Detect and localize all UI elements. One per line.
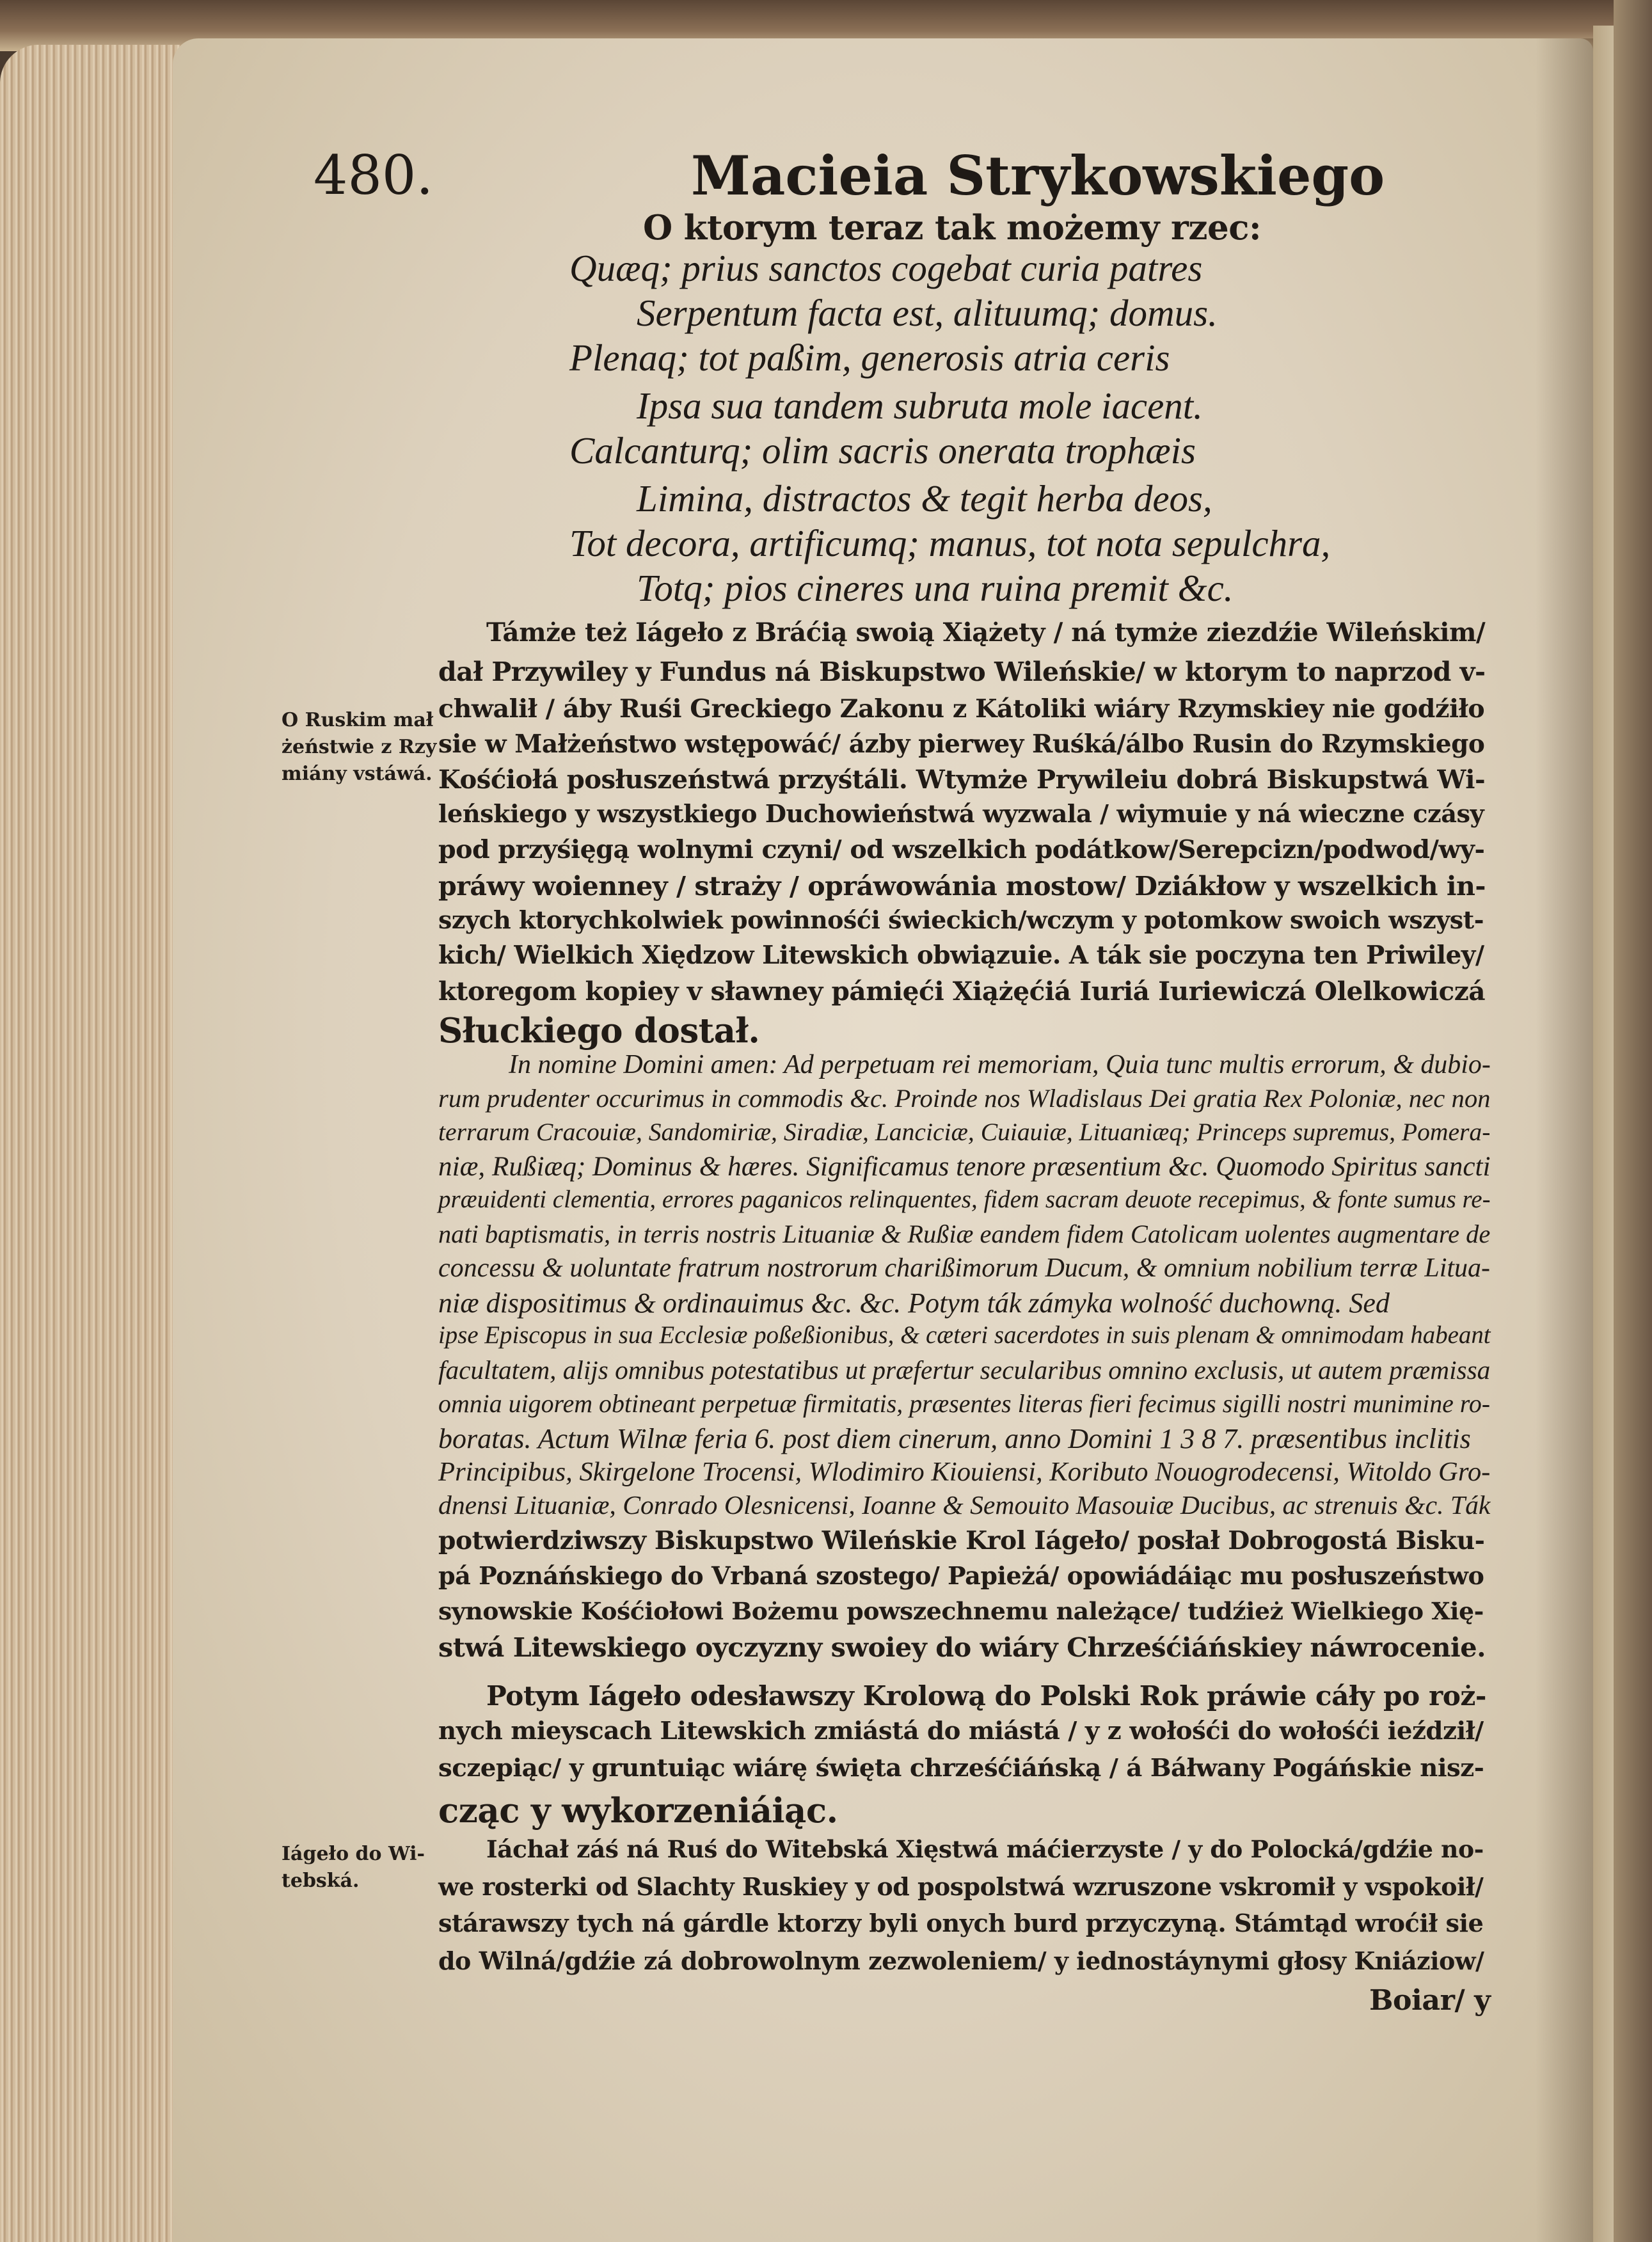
latin-line: dnensi Lituaniæ, Conrado Olesnicensi, Ioanne & Semouito Masouiæ Ducibus, ac strenuis &c. Ták [438, 1491, 1491, 1520]
text-line: cząc y wykorzeniáiąc. [438, 1791, 838, 1831]
text-line: chwalił / áby Ruśi Greckiego Zakonu z Kátoliki wiáry Rzymskiey nie godźiło [438, 694, 1485, 724]
text-line: Potym Iágeło odesławszy Krolową do Polski Rok práwie cáły po roż- [486, 1680, 1486, 1712]
latin-line: Principibus, Skirgelone Trocensi, Wlodimiro Kiouiensi, Koributo Nouogrodecensi, Witoldo Gro- [438, 1457, 1491, 1487]
text-line: synowskie Kośćiołowi Bożemu powszechnemu należące/ tudźież Wielkiego Xię- [438, 1596, 1484, 1625]
text-line: szych ktorychkolwiek powinnośći świeckich/wczym y potomkow swoich wszyst- [438, 905, 1484, 934]
text-line: Támże też Iágeło z Bráćią swoią Xiążety / ná tymże ziezdźie Wileńskim/ [486, 617, 1486, 648]
margin-note-line: Iágeło do Wi- [282, 1843, 425, 1865]
running-head: Macieia Strykowskiego [691, 144, 1385, 207]
latin-line: præuidenti clementia, errores paganicos relinquentes, fidem sacram deuote recepimus, & fonte sumus re- [438, 1186, 1491, 1213]
latin-line: niæ dispositimus & ordinauimus &c. &c. Potym ták zámyka wolność duchowną. Sed [438, 1287, 1390, 1319]
text-line: Słuckiego dostał. [438, 1011, 760, 1051]
latin-line: ipse Episcopus in sua Ecclesiæ poßeßionibus, & cæteri sacerdotes in suis plenam & omnimodam habeant [438, 1321, 1491, 1349]
text-line: leńskiego y wszystkiego Duchowieństwá wyzwala / wiymuie y ná wieczne czásy [438, 800, 1484, 829]
margin-note-line: tebská. [282, 1870, 360, 1892]
text-line: potwierdziwszy Biskupstwo Wileńskie Krol Iágeło/ posłał Dobrogostá Bisku- [438, 1526, 1485, 1555]
text-line: do Wilná/gdźie zá dobrowolnym zezwoleniem/ y iednostáynymi głosy Kniáziow/ [438, 1946, 1484, 1975]
latin-line: niæ, Rußiæq; Dominus & hæres. Significamus tenore præsentium &c. Quomodo Spiritus sancti [438, 1152, 1491, 1182]
text-line: práwy woienney / straży / opráwowánia mostow/ Dziákłow y wszelkich in- [438, 870, 1486, 902]
verse-line: Plenaq; tot paßim, generosis atria ceris [569, 337, 1170, 379]
text-line: stwá Litewskiego oyczyzny swoiey do wiáry Chrześćiáńskiey náwrocenie. [438, 1632, 1486, 1663]
text-line: O ktorym teraz tak możemy rzec: [643, 208, 1262, 248]
text-line: dał Przywiley y Fundus ná Biskupstwo Wileńskie/ w ktorym to naprzod v- [438, 656, 1486, 687]
latin-line: facultatem, alijs omnibus potestatibus ut præfertur secularibus omnino exclusis, ut autem præmissa [438, 1355, 1491, 1385]
text-line: stárawszy tych ná gárdle ktorzy byli onych burd przyczyną. Stámtąd wroćił sie [438, 1909, 1484, 1938]
text-line: ktoregom kopiey v sławney pámięći Xiążęćiá Iuriá Iuriewiczá Olelkowiczá [438, 976, 1486, 1006]
latin-line: boratas. Actum Wilnæ feria 6. post diem cinerum, anno Domini 1 3 8 7. præsentibus inclitis [438, 1423, 1471, 1454]
text-line: sczepiąc/ y gruntuiąc wiárę święta chrześćiáńską / á Báłwany Pogáńskie nisz- [438, 1754, 1484, 1783]
margin-note-line: O Ruskim mał [282, 709, 434, 731]
text-line: pod przyśięgą wolnymi czyni/ od wszelkich podátkow/Serepcizn/podwod/wy- [438, 835, 1485, 864]
latin-line: concessu & uoluntate fratrum nostrorum charißimorum Ducum, & omnium nobilium terræ Litua- [438, 1253, 1491, 1283]
verse-line: Ipsa sua tandem subruta mole iacent. [637, 385, 1203, 427]
page-edges [0, 45, 192, 2242]
catchword: Boiar/ y [1369, 1984, 1491, 2017]
margin-note-line: żeństwie z Rzy [282, 736, 437, 758]
latin-line: terrarum Cracouiæ, Sandomiriæ, Siradiæ, Lanciciæ, Cuiauiæ, Lituaniæq; Princeps supremus, Pomera- [438, 1118, 1491, 1146]
text-line: Kośćiołá posłuszeństwá przyśtáli. Wtymże Prywileiu dobrá Biskupstwá Wi- [438, 765, 1486, 795]
verse-line: Tot decora, artificumq; manus, tot nota sepulchra, [569, 522, 1331, 564]
book-cover-right [1614, 0, 1652, 2242]
latin-line: rum prudenter occurimus in commodis &c. Proinde nos Wladislaus Dei gratia Rex Poloniæ, nec non [438, 1084, 1491, 1113]
verse-line: Limina, distractos & tegit herba deos, [637, 477, 1212, 520]
page-number: 480. [314, 144, 434, 207]
text-line: pá Poznáńskiego do Vrbaná szostego/ Papieżá/ opowiádáiąc mu posłuszeństwo [438, 1561, 1484, 1590]
margin-note-line: miány vstáwá. [282, 763, 433, 785]
verse-line: Totq; pios cineres una ruina premit &c. [637, 567, 1234, 609]
verse-line: Calcanturq; olim sacris onerata trophæis [569, 429, 1196, 472]
verse-line: Serpentum facta est, alituumq; domus. [637, 292, 1218, 334]
verse-line: Quæq; prius sanctos cogebat curia patres [569, 247, 1203, 289]
text-line: sie w Małżeństwo wstępowáć/ ázby pierwey Ruśká/álbo Rusin do Rzymskiego [438, 729, 1485, 759]
text-line: kich/ Wielkich Xiędzow Litewskich obwiązuie. A ták sie poczyna ten Priwiley/ [438, 941, 1484, 970]
text-line: we rosterki od Slachty Ruskiey y od pospolstwá wzruszone vskromił y vspokoił/ [438, 1872, 1484, 1901]
latin-line: nati baptismatis, in terris nostris Lituaniæ & Rußiæ eandem fidem Catolicam uolentes augmentare de [438, 1220, 1491, 1248]
latin-line: In nomine Domini amen: Ad perpetuam rei memoriam, Quia tunc multis errorum, & dubio- [509, 1050, 1491, 1079]
latin-line: omnia uigorem obtineant perpetuæ firmitatis, præsentes literas fieri fecimus sigilli nostri munimine ro- [438, 1389, 1491, 1418]
text-line: Iáchał záś ná Ruś do Witebská Xięstwá máćierzyste / y do Polocká/gdźie no- [486, 1835, 1484, 1863]
page-gutter [1536, 38, 1593, 2242]
text-line: nych mieyscach Litewskich zmiástá do miástá / y z wołośći do wołośći ieździł/ [438, 1717, 1484, 1745]
